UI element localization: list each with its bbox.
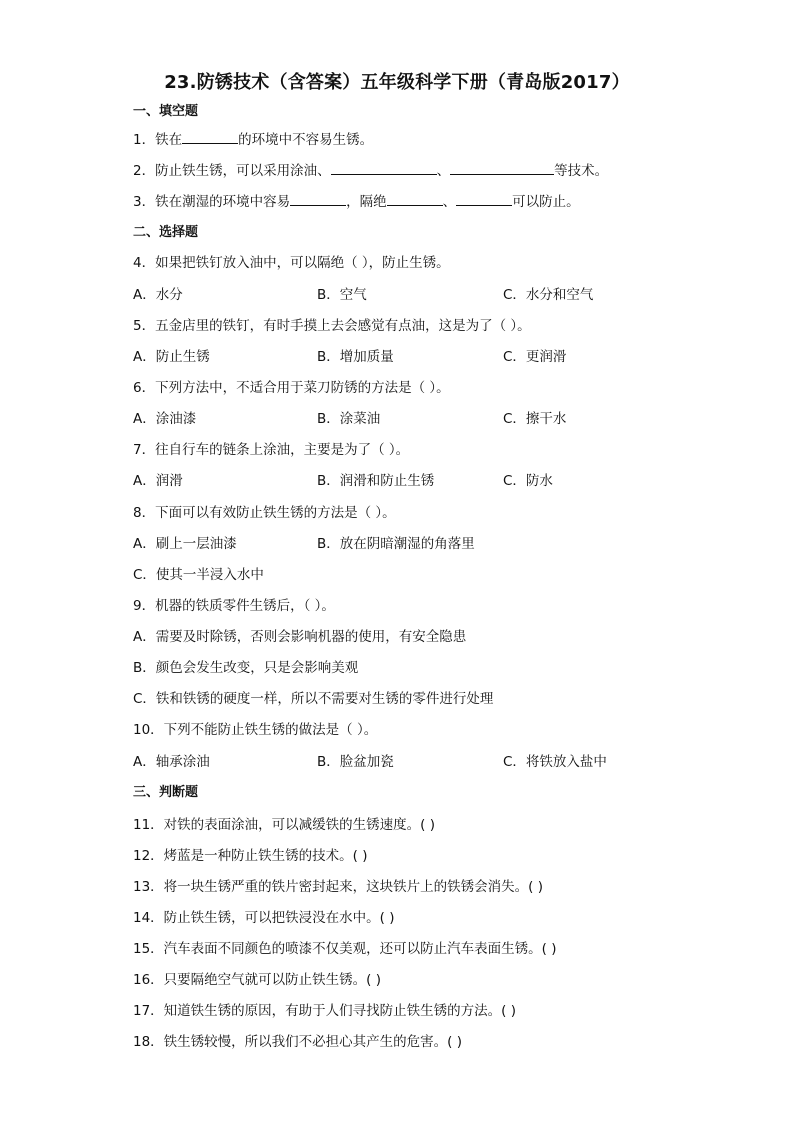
judge-item[interactable]: 18．铁生锈较慢，所以我们不必担心其产生的危害。( ): [133, 1034, 463, 1050]
question-8-stem: 8．下面可以有效防止铁生锈的方法是（ ）。: [133, 505, 396, 521]
question-1: [133, 130, 373, 149]
question-9-option-b[interactable]: B．颜色会发生改变，只是会影响美观: [133, 660, 359, 676]
answer-blank[interactable]: [331, 161, 437, 175]
question-5-option-b[interactable]: B．增加质量: [317, 349, 394, 365]
judge-item[interactable]: 13．将一块生锈严重的铁片密封起来，这块铁片上的铁锈会消失。( ): [133, 879, 544, 895]
question-3: [133, 192, 580, 211]
section-heading-choice: 二、选择题: [133, 225, 199, 240]
question-6-stem: 6．下列方法中，不适合用于菜刀防锈的方法是（ ）。: [133, 380, 450, 396]
answer-blank[interactable]: [182, 130, 238, 144]
question-6-option-c[interactable]: C．擦干水: [503, 411, 567, 427]
question-7-option-c[interactable]: C．防水: [503, 473, 553, 489]
question-1-text-a: 1．铁在: [133, 132, 183, 148]
question-6-option-b[interactable]: B．涂菜油: [317, 411, 381, 427]
question-4-option-c[interactable]: C．水分和空气: [503, 287, 594, 303]
judge-item[interactable]: 11．对铁的表面涂油，可以减缓铁的生锈速度。( ): [133, 817, 436, 833]
question-10-option-c[interactable]: C．将铁放入盐中: [503, 754, 607, 770]
question-5-stem: 5．五金店里的铁钉，有时手摸上去会感觉有点油，这是为了（ ）。: [133, 318, 531, 334]
question-10-option-b[interactable]: B．脸盆加瓷: [317, 754, 394, 770]
question-4-option-b[interactable]: B．空气: [317, 287, 367, 303]
question-8-option-b[interactable]: B．放在阴暗潮湿的角落里: [317, 536, 475, 552]
question-8-option-c[interactable]: C．使其一半浸入水中: [133, 567, 264, 583]
answer-blank[interactable]: [290, 192, 346, 206]
section-heading-fill: 一、填空题: [133, 104, 199, 119]
question-2: [133, 161, 608, 180]
judge-item[interactable]: 14．防止铁生锈，可以把铁浸没在水中。( ): [133, 910, 395, 926]
question-9-option-c[interactable]: C．铁和铁锈的硬度一样，所以不需要对生锈的零件进行处理: [133, 691, 494, 707]
question-10-stem: 10．下列不能防止铁生锈的做法是（ ）。: [133, 722, 378, 738]
answer-blank[interactable]: [387, 192, 443, 206]
question-3-text-b: ，隔绝: [346, 194, 387, 210]
question-4-option-a[interactable]: A．水分: [133, 287, 183, 303]
answer-blank[interactable]: [456, 192, 512, 206]
answer-blank[interactable]: [450, 161, 554, 175]
question-7-stem: 7．往自行车的链条上涂油，主要是为了（ ）。: [133, 442, 410, 458]
question-10-option-a[interactable]: A．轴承涂油: [133, 754, 210, 770]
question-6-option-a[interactable]: A．涂油漆: [133, 411, 197, 427]
judge-item[interactable]: 17．知道铁生锈的原因，有助于人们寻找防止铁生锈的方法。( ): [133, 1003, 517, 1019]
question-2-text-b: 、: [436, 163, 451, 179]
judge-item[interactable]: 15．汽车表面不同颜色的喷漆不仅美观，还可以防止汽车表面生锈。( ): [133, 941, 557, 957]
question-7-option-b[interactable]: B．润滑和防止生锈: [317, 473, 435, 489]
question-3-text-a: 3．铁在潮湿的环境中容易: [133, 194, 291, 210]
question-3-text-d: 可以防止。: [512, 194, 580, 210]
question-3-text-c: 、: [442, 194, 457, 210]
question-1-text-b: 的环境中不容易生锈。: [238, 132, 374, 148]
question-9-option-a[interactable]: A．需要及时除锈，否则会影响机器的使用，有安全隐患: [133, 629, 467, 645]
question-5-option-c[interactable]: C．更润滑: [503, 349, 567, 365]
judge-item[interactable]: 16．只要隔绝空气就可以防止铁生锈。( ): [133, 972, 382, 988]
question-4-stem: 4．如果把铁钉放入油中，可以隔绝（ ），防止生锈。: [133, 255, 450, 271]
question-7-option-a[interactable]: A．润滑: [133, 473, 183, 489]
question-9-stem: 9．机器的铁质零件生锈后，（ ）。: [133, 598, 335, 614]
section-heading-judge: 三、判断题: [133, 785, 199, 800]
page-title: 23.防锈技术（含答案）五年级科学下册（青岛版2017）: [164, 72, 630, 93]
question-8-option-a[interactable]: A．刷上一层油漆: [133, 536, 237, 552]
question-5-option-a[interactable]: A．防止生锈: [133, 349, 210, 365]
question-2-text-c: 等技术。: [554, 163, 609, 179]
judge-item[interactable]: 12．烤蓝是一种防止铁生锈的技术。( ): [133, 848, 368, 864]
question-2-text-a: 2．防止铁生锈，可以采用涂油、: [133, 163, 331, 179]
